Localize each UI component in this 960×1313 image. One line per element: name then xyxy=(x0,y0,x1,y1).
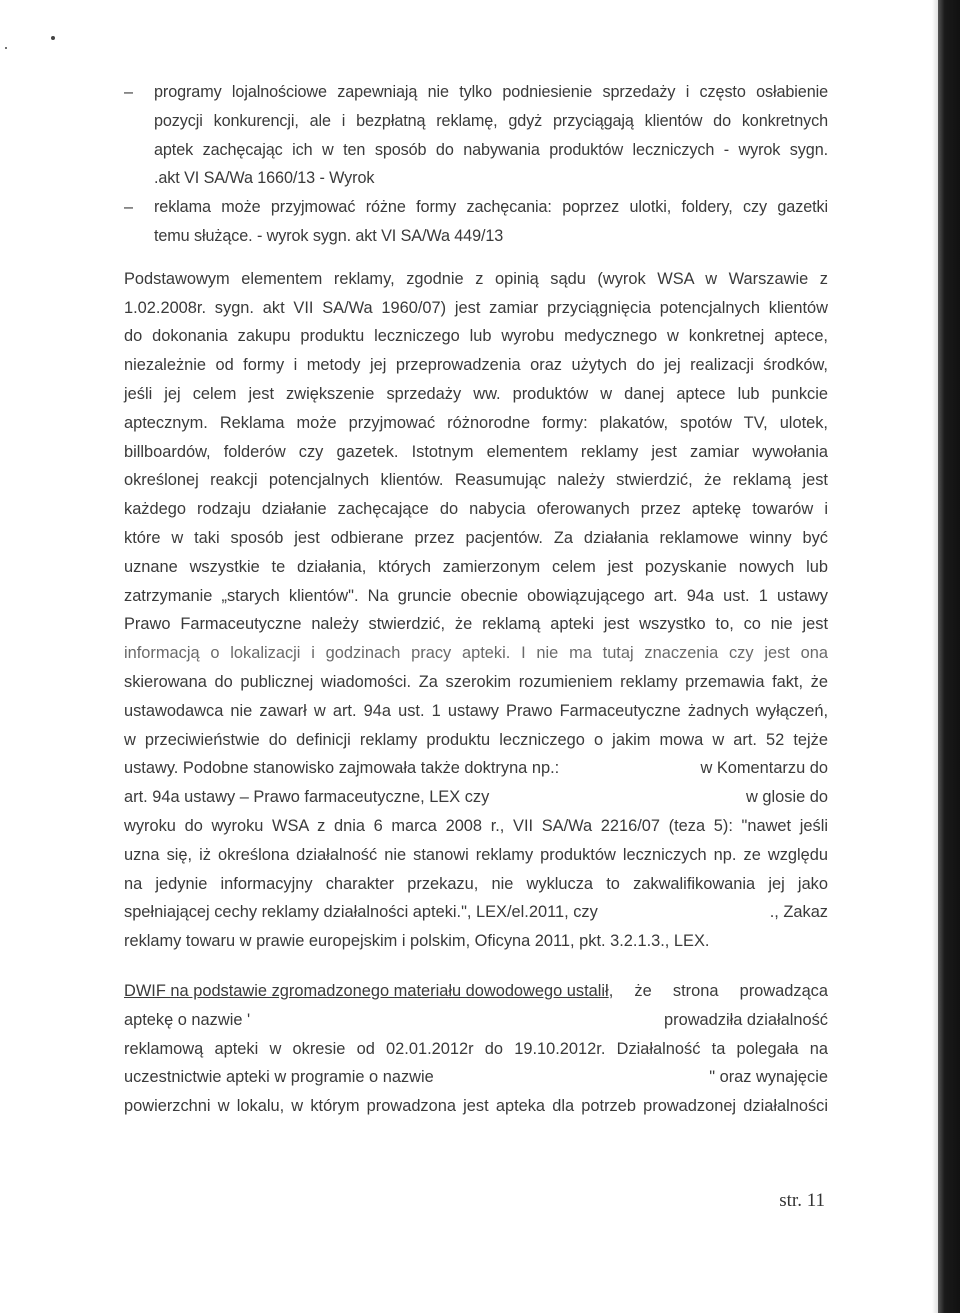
text-line: zatrzymanie „starych klientów". Na gruncie obecnie obowiązującego art. 94a ust. 1 ustawy xyxy=(124,586,828,605)
text-line: reklamy towaru w prawie europejskim i polskim, Oficyna 2011, pkt. 3.2.1.3., LEX. xyxy=(124,932,710,951)
redacted-line-left: aptekę o nazwie ' xyxy=(124,1010,251,1029)
text-line: Podstawowym elementem reklamy, zgodnie z opinią sądu (wyrok WSA w Warszawie z xyxy=(124,269,828,288)
text-line: jeśli jej celem jest zwiększenie sprzedaży ww. produktów w danej aptece lub punkcie xyxy=(124,384,828,403)
text-line: reklama może przyjmować różne formy zachęcania: poprzez ulotki, foldery, czy gazetki xyxy=(154,198,828,217)
text-line: skierowana do publicznej wiadomości. Za szerokim rozumieniem reklamy przemawia fakt, że xyxy=(124,672,828,691)
bullet-dash: – xyxy=(124,198,133,217)
redacted-line-left: art. 94a ustawy – Prawo farmaceutyczne, LEX czy xyxy=(124,788,490,807)
text-line: aptecznym. Reklama może przyjmować różnorodne formy: plakatów, spotów TV, ulotek, xyxy=(124,413,828,432)
text-line: określonej reakcji potencjalnych klientów. Reasumując należy stwierdzić, że reklamą jest xyxy=(124,471,828,490)
text-line: reklamową apteki w okresie od 02.01.2012r do 19.10.2012r. Działalność ta polegała na xyxy=(124,1039,828,1058)
text-line: uzna się, iż określona działalność nie stanowi reklamy produktów leczniczych np. ze względu xyxy=(124,845,828,864)
scan-speck xyxy=(5,47,7,49)
text-line: Prawo Farmaceutyczne należy stwierdzić, że reklamą apteki jest wszystko to, co nie jest xyxy=(124,615,828,634)
text-line: pozycji konkurencji, ale i bezpłatną reklamę, gdyż przyciągają klientów do konkretnych xyxy=(154,111,828,130)
text-line: uznane wszystkie te działania, których zamierzonym celem jest pozyskanie nowych lub xyxy=(124,557,828,576)
redacted-line-left: ustawy. Podobne stanowisko zajmowała także doktryna np.: xyxy=(124,759,560,778)
text-line: .akt VI SA/Wa 1660/13 - Wyrok xyxy=(154,169,375,188)
text-line: billboardów, folderów czy gazetek. Istotnym elementem reklamy jest zamiar wywołania xyxy=(124,442,828,461)
text-line: wyroku do wyroku WSA z dnia 6 marca 2008 r., VII SA/Wa 2216/07 (teza 5): "nawet jeśli xyxy=(124,816,828,835)
redacted-line-left: spełniającej cechy reklamy działalności apteki.", LEX/el.2011, czy xyxy=(124,903,598,922)
paragraph-gap xyxy=(124,956,828,977)
text-line xyxy=(124,977,828,1006)
redacted-line-right: prowadziła działalność xyxy=(664,1010,828,1029)
text-line-faded: informacją o lokalizacji i godzinach pracy apteki. I nie ma tutaj znaczenia czy jest ona xyxy=(124,644,828,663)
text-line: aptek zachęcając ich w ten sposób do nabywania produktów leczniczych - wyrok sygn. xyxy=(154,140,828,159)
redacted-line-right: w Komentarzu do xyxy=(700,759,828,778)
text-line: 1.02.2008r. sygn. akt VII SA/Wa 1960/07) jest zamiar przyciągnięcia potencjalnych klientów xyxy=(124,298,828,317)
text-line-redacted xyxy=(124,1006,828,1035)
text-line-redacted xyxy=(124,754,828,783)
redacted-line-right: ., Zakaz xyxy=(769,903,828,922)
underlined-finding: DWIF na podstawie zgromadzonego materiału dowodowego ustalił xyxy=(124,981,609,1000)
text-line-redacted xyxy=(124,783,828,812)
scan-speck xyxy=(51,36,55,40)
redacted-line-right: " oraz wynajęcie xyxy=(709,1068,828,1087)
paragraph-gap xyxy=(124,251,828,265)
text-line: każdego rodzaju działanie zachęcające do nabycia oferowanych przez aptekę towarów i xyxy=(124,500,828,519)
text-line-rest: , że strona prowadząca xyxy=(608,981,828,1000)
paragraph xyxy=(124,265,828,956)
scan-dark-edge xyxy=(938,0,960,1313)
text-line: temu służące. - wyrok sygn. akt VI SA/Wa 449/13 xyxy=(154,226,504,245)
text-line: niezależnie od formy i metody jej przeprowadzenia oraz użytych do jej realizacji środków, xyxy=(124,356,828,375)
scan-edge-shadow xyxy=(932,0,938,1313)
text-line-redacted xyxy=(124,1063,828,1092)
paragraph xyxy=(124,977,828,1121)
text-line: programy lojalnościowe zapewniają nie tylko podniesienie sprzedaży i często osłabienie xyxy=(154,83,828,101)
text-line: ustawodawca nie zawarł w art. 94a ust. 1 ustawy Prawo Farmaceutyczne żadnych wyłączeń, xyxy=(124,701,828,720)
text-line: które w taki sposób jest odbierane przez pacjentów. Za działania reklamowe winny być xyxy=(124,528,828,547)
bullet-item xyxy=(124,78,828,193)
document-body xyxy=(124,78,828,1121)
text-line: powierzchni w lokalu, w którym prowadzona jest apteka dla potrzeb prowadzonej działalności xyxy=(124,1097,828,1116)
text-line: do dokonania zakupu produktu leczniczego lub wyrobu medycznego w konkretnej aptece, xyxy=(124,327,828,346)
bullet-item xyxy=(124,193,828,251)
page-number: str. 11 xyxy=(779,1190,825,1211)
redacted-line-right: w glosie do xyxy=(745,788,828,807)
text-line-redacted xyxy=(124,898,828,927)
redacted-line-left: uczestnictwie apteki w programie o nazwie xyxy=(124,1068,434,1087)
text-line: w przeciwieństwie do definicji reklamy produktu leczniczego o jakim mowa w art. 52 tejże xyxy=(124,730,828,749)
bullet-dash: – xyxy=(124,83,133,101)
text-line: na jedynie informacyjny charakter przekazu, nie wyklucza to zakwalifikowania jej jako xyxy=(124,874,828,893)
